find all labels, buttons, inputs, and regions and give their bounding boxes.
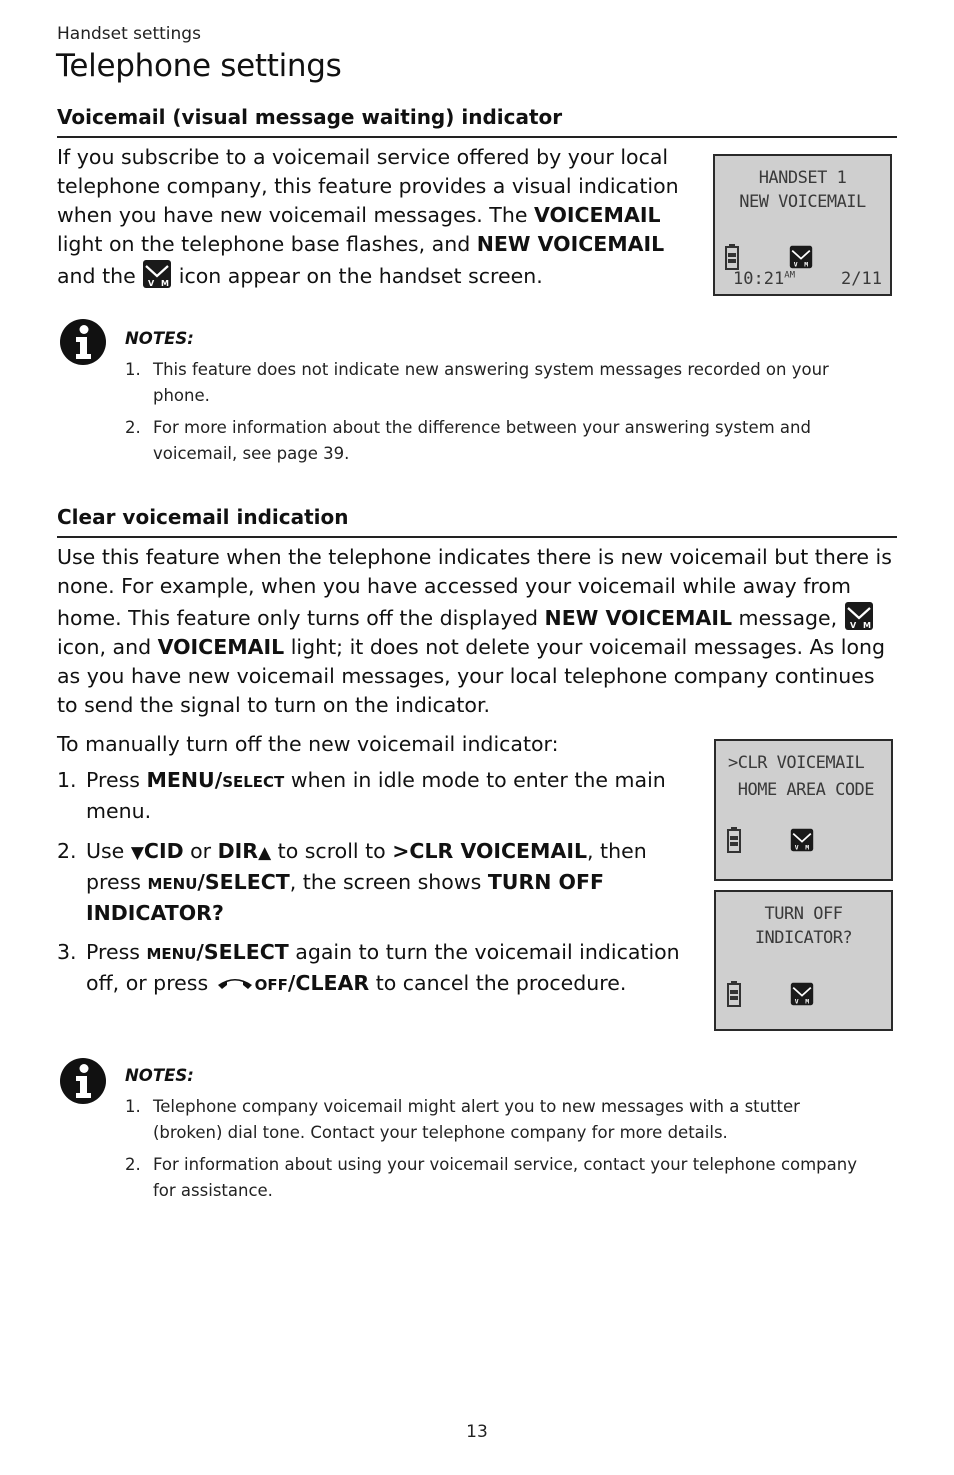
step-1: 1. Press MENU/SELECT when in idle mode to enter the main menu. (57, 768, 666, 823)
step-2: 2. Use ▼CID or DIR▲ to scroll to >CLR VOICEMAIL, then press MENU/SELECT, the screen shows TURN OFF INDICATOR? (57, 839, 647, 925)
voicemail-icon (142, 259, 172, 289)
screen-line-1: HANDSET 1 (758, 168, 847, 188)
voicemail-indicator-paragraph: If you subscribe to a voicemail service offered by your local telephone company, this feature provides a visual indication when you have new voicemail messages. The VOICEMAIL light on the telephone base flashes, and NEW VOICEMAIL and the V M icon appear on the handset screen. (57, 145, 679, 288)
info-icon (59, 318, 107, 366)
screen-line-1: TURN OFF (764, 904, 843, 924)
section-label: Handset settings (57, 24, 201, 44)
screen-line-2: HOME AREA CODE (728, 780, 875, 800)
handset-screen-new-voicemail (713, 154, 892, 296)
phone-off-icon (215, 975, 255, 991)
svg-text:M: M (805, 843, 810, 852)
screen-line-2: INDICATOR? (754, 928, 853, 948)
section-divider (57, 536, 897, 538)
svg-text:M: M (804, 260, 809, 269)
step-3: 3. Press MENU/SELECT again to turn the voicemail indication off, or press OFF/CLEAR to cancel the procedure. (57, 940, 680, 995)
svg-text:V: V (794, 997, 799, 1006)
battery-icon (725, 244, 739, 270)
screen-line-1: >CLR VOICEMAIL (728, 753, 865, 773)
section-heading-voicemail-indicator: Voicemail (visual message waiting) indicator (57, 105, 563, 129)
screen-time: $10:21^{AM}$ (733, 269, 796, 289)
up-arrow-icon: ▲ (258, 843, 272, 863)
screen-date: 2/11 (841, 269, 882, 289)
svg-text:M: M (862, 621, 871, 630)
voicemail-icon (844, 601, 874, 631)
voicemail-icon (789, 244, 813, 270)
page-title: Telephone settings (56, 48, 342, 84)
svg-text:V: V (794, 843, 799, 852)
svg-text:V: V (148, 279, 155, 288)
handset-screen-clr-voicemail (714, 739, 893, 881)
down-arrow-icon: ▼ (130, 843, 144, 863)
svg-text:V: V (793, 260, 798, 269)
note-item: 2. For more information about the difference between your answering system and voicemail, see page 39. (125, 418, 811, 463)
note-item: 1. Telephone company voicemail might alert you to new messages with a stutter (broken) dial tone. Contact your telephone company for more details. (125, 1097, 800, 1142)
battery-icon (727, 827, 741, 853)
notes-title: NOTES: (125, 329, 194, 348)
section-divider (57, 136, 897, 138)
info-icon (59, 1057, 107, 1105)
clear-voicemail-paragraph: Use this feature when the telephone indicates there is new voicemail but there is none. For example, when you have accessed your voicemail while away from home. This feature only turns off the displayed NEW VOICEMAIL message, V M icon, and VOICEMAIL light; it does not delete your voicemail messages. As long as you have new voicemail messages, your local telephone company continues to send the signal to turn on the indicator. (57, 545, 892, 717)
note-item: 1. This feature does not indicate new answering system messages recorded on your phone. (125, 360, 829, 405)
screen-line-2: NEW VOICEMAIL (739, 192, 866, 212)
svg-text:V: V (849, 621, 856, 630)
note-item: 2. For information about using your voicemail service, contact your telephone company for assistance. (125, 1155, 857, 1200)
voicemail-icon (790, 827, 814, 853)
handset-screen-turn-off-indicator (714, 890, 893, 1031)
battery-icon (727, 981, 741, 1007)
voicemail-icon (790, 981, 814, 1007)
section-heading-clear-voicemail: Clear voicemail indication (57, 505, 349, 529)
notes-title: NOTES: (125, 1066, 194, 1085)
page-number: 13 (466, 1422, 488, 1442)
procedure-intro: To manually turn off the new voicemail indicator: (57, 732, 559, 756)
svg-text:M: M (805, 997, 810, 1006)
svg-text:M: M (161, 279, 170, 288)
